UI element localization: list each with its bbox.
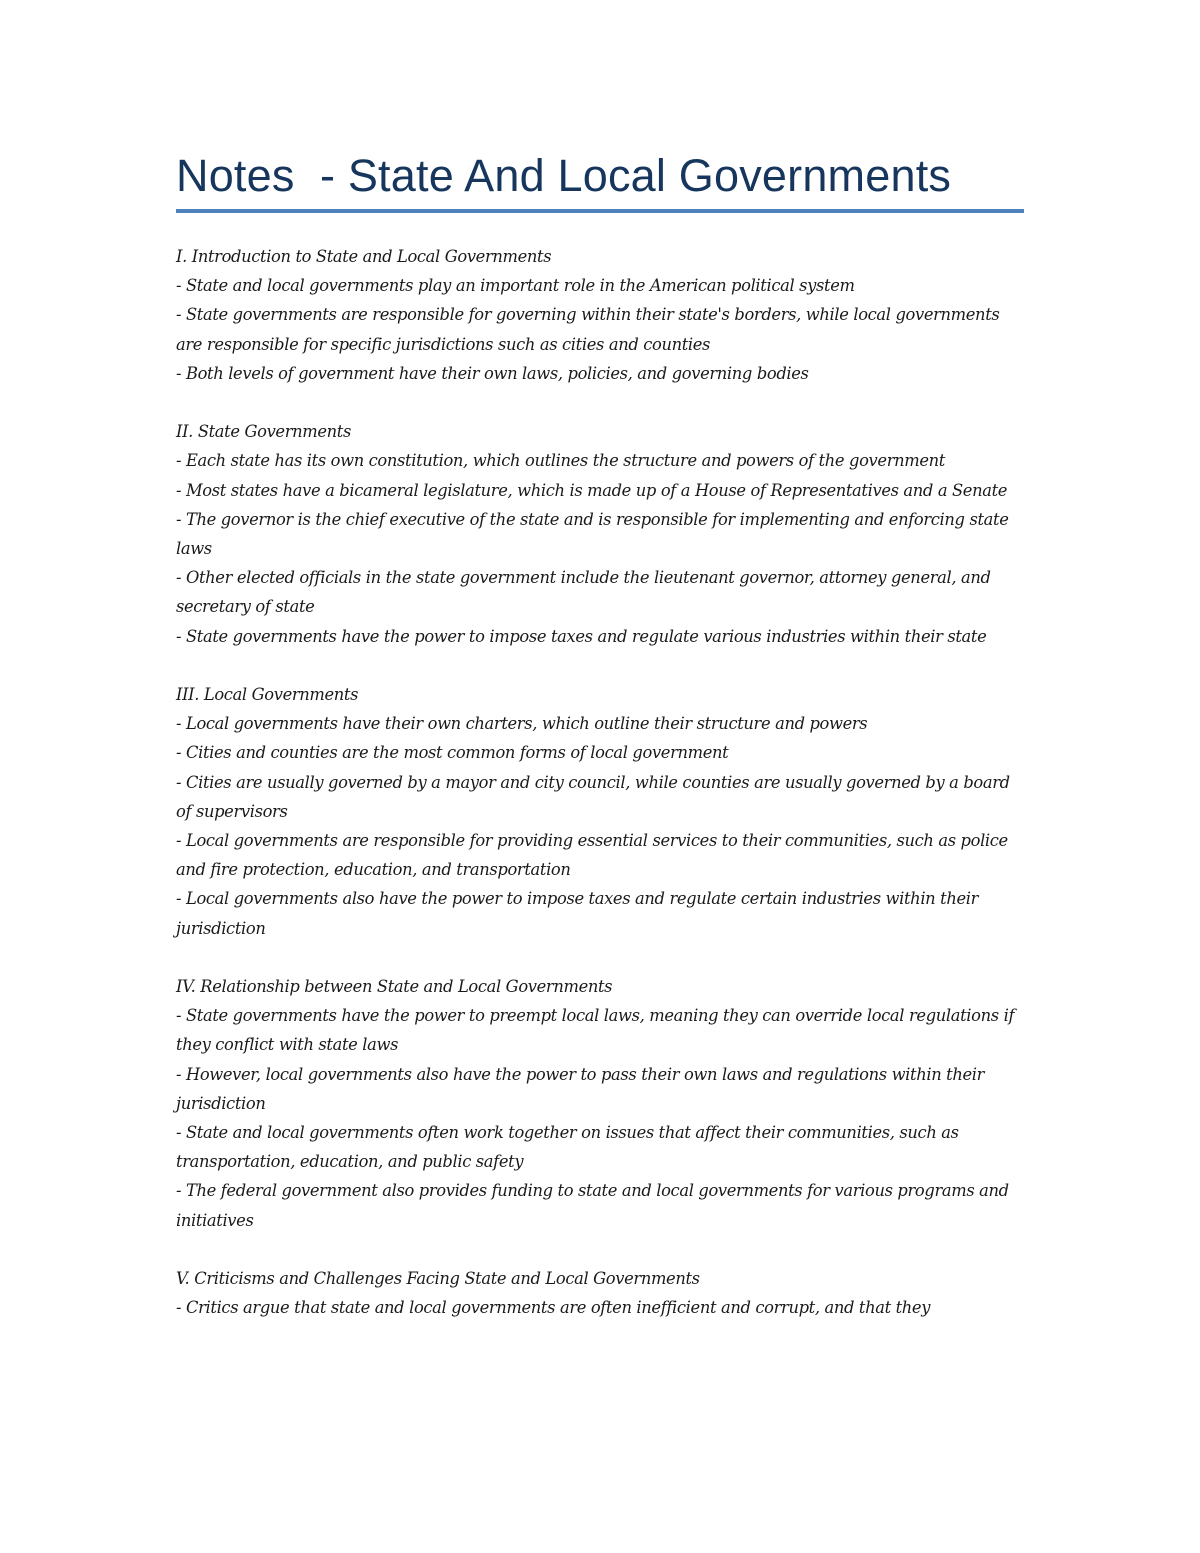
list-item: - State and local governments play an important role in the American political system (176, 276, 855, 296)
section-state-governments (176, 417, 1026, 651)
title-underline (176, 209, 1024, 213)
document-body (176, 242, 1026, 1352)
section-criticisms (176, 1264, 1026, 1322)
list-item: - Local governments have their own charters, which outline their structure and powers (176, 714, 868, 734)
list-item: - State governments have the power to preempt local laws, meaning they can override local regulations if they conflict with state laws (176, 1006, 1015, 1055)
section-heading: V. Criticisms and Challenges Facing State and Local Governments (176, 1269, 700, 1289)
list-item: - State and local governments often work together on issues that affect their communities, such as transportation, education, and public safety (176, 1123, 959, 1172)
list-item: - State governments have the power to impose taxes and regulate various industries within their state (176, 626, 987, 646)
list-item: - Local governments are responsible for providing essential services to their communities, such as police and fire protection, education, and transportation (176, 831, 1008, 880)
list-item: - The federal government also provides funding to state and local governments for various programs and initiatives (176, 1181, 1009, 1230)
list-item: - However, local governments also have the power to pass their own laws and regulations within their jurisdiction (176, 1064, 985, 1113)
section-introduction (176, 242, 1026, 388)
section-heading: I. Introduction to State and Local Governments (176, 247, 552, 266)
document-title: Notes - State And Local Governments (176, 150, 952, 201)
section-relationship (176, 972, 1026, 1235)
list-item: - Both levels of government have their own laws, policies, and governing bodies (176, 363, 809, 383)
list-item: - Critics argue that state and local governments are often inefficient and corrupt, and that they (176, 1298, 931, 1318)
list-item: - Cities are usually governed by a mayor and city council, while counties are usually governed by a board of supervisors (176, 772, 1010, 821)
section-local-governments (176, 680, 1026, 943)
list-item: - Each state has its own constitution, which outlines the structure and powers of the government (176, 451, 945, 471)
list-item: - Most states have a bicameral legislature, which is made up of a House of Representatives and a Senate (176, 480, 1008, 500)
list-item: - State governments are responsible for governing within their state's borders, while local governments are responsible for specific jurisdictions such as cities and counties (176, 305, 1000, 354)
list-item: - Local governments also have the power to impose taxes and regulate certain industries within their jurisdiction (176, 889, 979, 938)
section-heading: II. State Governments (176, 422, 351, 442)
section-heading: III. Local Governments (176, 685, 359, 705)
section-heading: IV. Relationship between State and Local Governments (176, 977, 613, 997)
list-item: - Cities and counties are the most common forms of local government (176, 743, 729, 763)
list-item: - The governor is the chief executive of the state and is responsible for implementing and enforcing state laws (176, 509, 1009, 559)
list-item: - Other elected officials in the state government include the lieutenant governor, attorney general, and secretary of state (176, 568, 991, 617)
